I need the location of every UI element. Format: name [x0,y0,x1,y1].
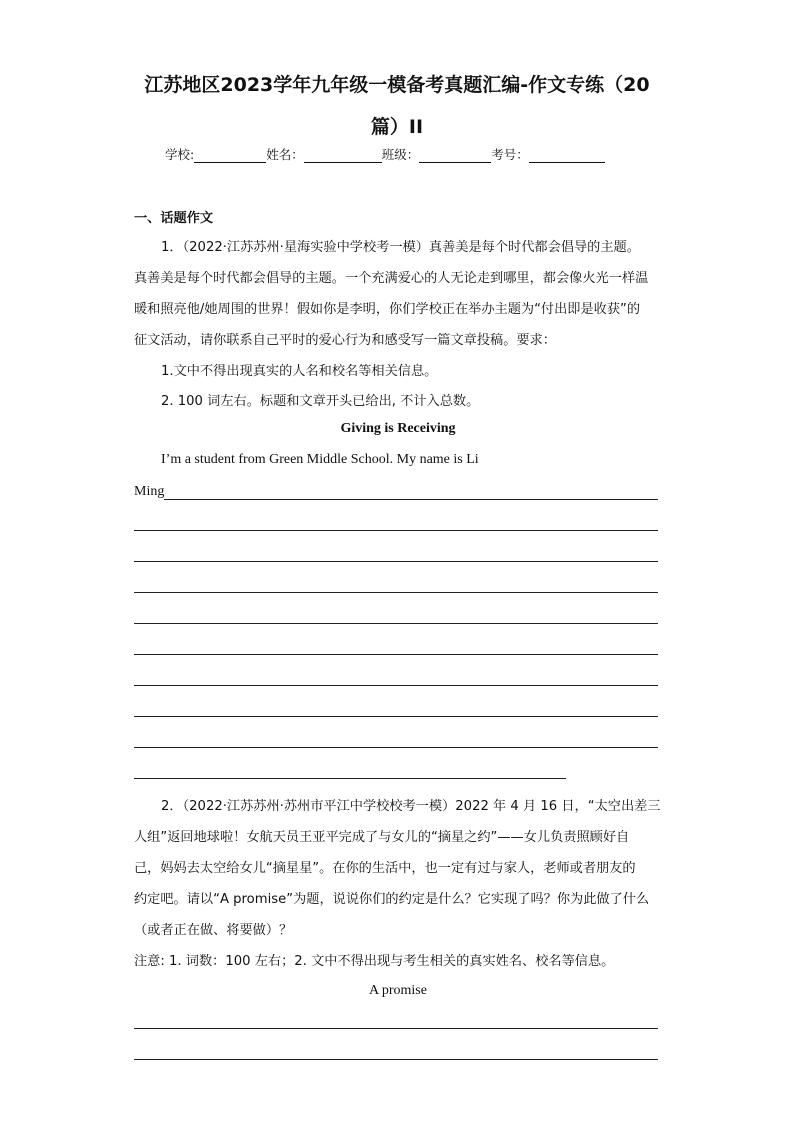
student-info-row [165,145,605,163]
q2-line-5: （或者正在做、将要做）？ [134,923,293,938]
class-blank[interactable] [419,148,491,163]
answer-line[interactable] [134,530,658,531]
answer-line[interactable] [134,623,658,624]
q2-line-4: 约定吧。请以“A promise”为题，说说你们的约定是什么？它实现了吗？你为此做了什么 [134,892,650,907]
answer-line[interactable] [134,561,658,562]
page-title [120,64,674,148]
q1-line-2: 真善美是每个时代都会倡导的主题。一个充满爱心的人无论走到哪里，都会像火光一样温 [134,271,649,286]
answer-line[interactable] [134,592,658,593]
title-line-1: 江苏地区2023学年九年级一模备考真题汇编-作文专练（20 [144,74,650,96]
q1-answer-first-line[interactable] [134,484,658,500]
answer-line[interactable] [134,1028,658,1029]
name-label: 姓名： [266,147,304,162]
q2-line-2: 人组”返回地球啦！女航天员王亚平完成了与女儿的“摘星之约”——女儿负责照顾好自 [134,830,630,845]
exam-no-blank[interactable] [529,148,605,163]
exam-no-label: 考号： [491,147,529,162]
title-line-2: 篇）II [370,116,424,138]
q2-line-3: 己，妈妈去太空给女儿“摘星星”。在你的生活中，也一定有过与家人，老师或者朋友的 [134,861,636,876]
school-label: 学校: [165,147,195,162]
q1-essay-title: Giving is Receiving [340,421,456,436]
name-blank[interactable] [304,148,382,163]
q1-line-4: 征文活动，请你联系自己平时的爱心行为和感受写一篇文章投稿。要求： [134,333,556,348]
answer-line[interactable] [134,685,658,686]
answer-line[interactable] [134,1059,658,1060]
answer-line[interactable] [134,778,566,779]
answer-line[interactable] [134,716,658,717]
q1-line-1: 1．（2022·江苏苏州·星海实验中学校考一模）真善美是每个时代都会倡导的主题。 [161,240,640,255]
class-label: 班级： [381,147,420,162]
q2-essay-title: A promise [369,983,427,998]
q2-note: 注意: 1. 词数：100 左右；2. 文中不得出现与考生相关的真实姓名、校名等信息。 [134,954,615,969]
q1-requirement-2: 2. 100 词左右。标题和文章开头已给出, 不计入总数。 [161,394,480,409]
q2-line-1: 2．（2022·江苏苏州·苏州市平江中学校校考一模）2022 年 4 月 16 日，“太空出差三 [161,799,661,814]
section-heading: 一、话题作文 [134,211,214,226]
q1-opening-sentence: I’m a student from Green Middle School. My name is Li [161,452,479,467]
q1-opening-continuation: Ming [134,484,165,499]
q1-requirement-1: 1.文中不得出现真实的人名和校名等相关信息。 [161,364,438,379]
answer-line[interactable] [164,485,658,500]
answer-line[interactable] [134,747,658,748]
answer-line[interactable] [134,654,658,655]
school-blank[interactable] [194,148,266,163]
q1-line-3: 暖和照亮他/她周围的世界！假如你是李明，你们学校正在举办主题为“付出即是收获”的 [134,302,641,317]
